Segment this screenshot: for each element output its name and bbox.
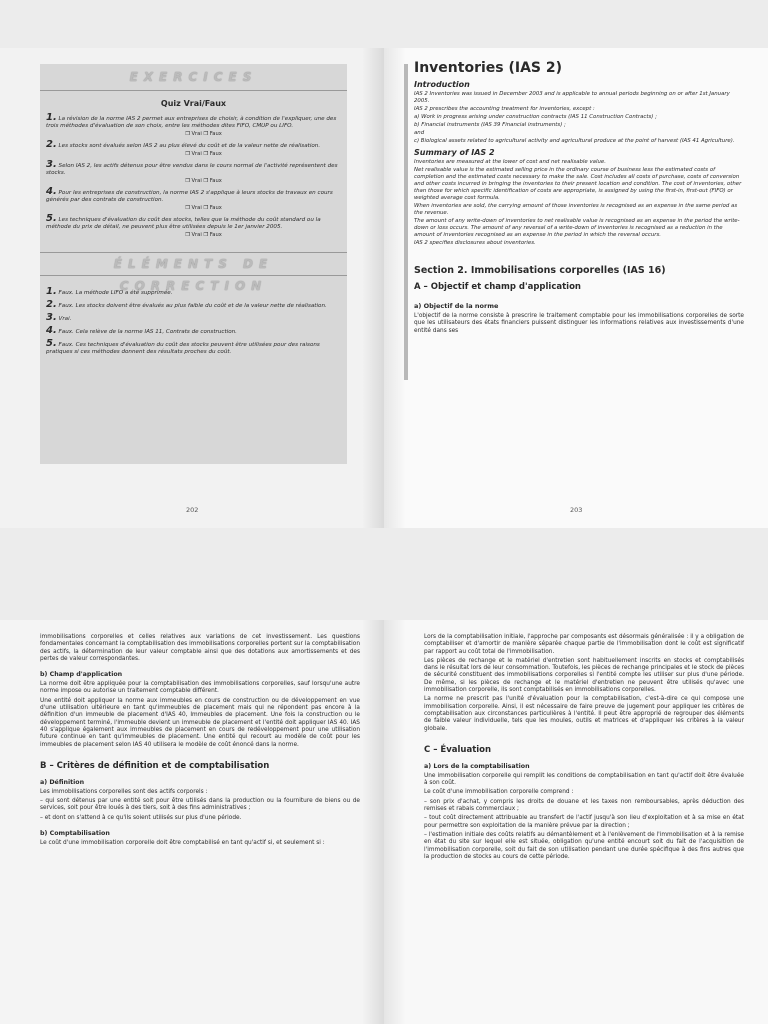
paragraph: – tout coût directement attribuable au transfert de l'actif jusqu'à son lieu d'exploitation et à sa mise en état pour permettre son exploitation de la manière prévue par la direction ; [424,815,744,829]
paragraph: La norme doit être appliquée pour la comptabilisation des immobilisations corporelles, sauf lorsqu'une autre norme impose ou autorise un traitement comptable différent. [40,681,360,695]
page-gutter-shadow [384,48,406,528]
paragraph: The amount of any write-down of inventories to net realisable value is recognised as an expense in the period the write-down or loss occurs. The amount of any reversal of a write-down of inventories is recognised as a reduction in the amount of inventories recognised as an expense in the period in which the reversal occurs. [414,218,740,238]
page-202 [0,48,384,528]
paragraph: Une immobilisation corporelle qui remplit les conditions de comptabilisation en tant qu'actif doit être évaluée à son coût. [424,772,744,787]
quiz-question: 5. Les techniques d'évaluation du coût des stocks, telles que la méthode du coût standard ou la méthode du prix de détail, ne peuvent plus être utilisées depuis le 1er janvier 2005. [46,213,321,230]
subsubsection-title: b) Champ d'application [40,671,123,679]
correction-list [40,288,347,356]
subsubsection-title: b) Comptabilisation [40,830,110,838]
page-number: 202 [186,506,199,514]
paragraph: Le coût d'une immobilisation corporelle doit être comptabilisé en tant qu'actif si, et seulement si : [40,840,325,847]
paragraph: When inventories are sold, the carrying amount of those inventories is recognised as an expense in the same period as the revenue. [414,203,738,216]
paragraph: and [414,130,425,136]
page-title: Inventories (IAS 2) [414,60,563,76]
vrai-faux-options: ❒ Vrai ❒ Faux [185,232,222,238]
page-203-content [414,60,744,337]
quiz-question: 2. Les stocks sont évalués selon IAS 2 au plus élevé du coût et de la valeur nette de réalisation. [46,139,321,150]
paragraph: Net realisable value is the estimated selling price in the ordinary course of business less the estimated costs of completion and the estimated costs necessary to make the sale. Cost includes all costs of purchase, costs of conversion and other costs incurred in bringing the inventories to their present location and condition. The cost of inventories, other than those for which specific identification of costs are appropriate, is assigned by using the first-in, first-out (FIFO) or weighted average cost formula. [414,167,742,201]
paragraph: – et dont on s'attend à ce qu'ils soient utilisés sur plus d'une période. [40,814,242,821]
page-number: 203 [570,506,583,514]
page-gutter-shadow [362,48,384,528]
page-gutter-shadow [362,620,384,1024]
paragraph: Lors de la comptabilisation initiale, l'approche par composants est désormais généralisée : il y a obligation de comptabiliser et d'amortir de manière séparée chaque partie de l'immobilisation dont le coût est significatif par rapport au coût total de l'immobilisation. [424,634,744,655]
page-gutter-shadow [384,620,406,1024]
subsection-title: A – Objectif et champ d'application [414,282,581,292]
paragraph: Le coût d'une immobilisation corporelle comprend : [424,789,574,796]
correction-item: 3. Vrai. [46,312,72,323]
paragraph: Une entité doit appliquer la norme aux immeubles en cours de construction ou de développement en vue d'une utilisation ultérieure en tant qu'immeubles de placement mais qui ne répondent pas encore à la définition d'un immeuble de placement d'IAS 40, Immeubles de placement. Une fois la construction ou le développement terminé, l'immeuble devient un immeuble de placement et l'entité doit appliquer IAS 40. IAS 40 s'applique également aux immeubles de placement en cours de redéveloppement pour une utilisation future continue en tant qu'immeubles de placement. Une entité qui recourt au modèle de coût pour les immeubles de placement selon IAS 40 utilisera le modèle de coût énoncé dans la norme. [40,697,360,748]
margin-bar [404,64,408,380]
page-204 [0,620,384,1024]
paragraph: Inventories are measured at the lower of cost and net realisable value. [414,159,606,165]
intro-heading: Introduction [414,80,470,89]
quiz-title: Quiz Vrai/Faux [160,99,227,108]
vrai-faux-options: ❒ Vrai ❒ Faux [185,131,222,137]
paragraph: IAS 2 Inventories was issued in December 2003 and is applicable to annual periods beginning on or after 1st January 2005. [414,91,730,104]
paragraph: Les pièces de rechange et le matériel d'entretien sont habituellement inscrits en stocks et comptabilisés dans le résultat lors de leur consommation. Toutefois, les pièces de rechange principales et le stock de pièces de sécurité constituent des immobilisations corporelles si l'entité compte les utiliser sur plus d'une période. De même, si les pièces de rechange et le matériel d'entretien ne peuvent être utilisés qu'avec une immobilisation corporelle, ils sont comptabilisés en immobilisations corporelles. [424,657,744,694]
paragraph: Les immobilisations corporelles sont des actifs corporels : [40,788,208,795]
summary-heading: Summary of IAS 2 [414,148,495,157]
page-204-content [40,634,360,849]
paragraph: La norme ne prescrit pas l'unité d'évaluation pour la comptabilisation, c'est-à-dire ce qui compose une immobilisation corporelle. Ainsi, il est nécessaire de faire preuve de jugement pour appliquer les critères de comptabilisation aux circonstances particulières à l'entité. Il peut être approprié de regrouper des éléments de faible valeur individuelle, tels que les moules, outils et matrices et d'appliquer les critères à la valeur globale. [424,696,744,732]
paragraph: a) Work in progress arising under construction contracts (IAS 11 Construction Contracts) ; [414,114,657,120]
paragraph: IAS 2 specifies disclosures about inventories. [414,240,536,246]
page-203 [384,48,768,528]
paragraph: – l'estimation initiale des coûts relatifs au démantèlement et à l'enlèvement de l'immobilisation et à la remise en état du site sur lequel elle est située, obligation qu'une entité encourt soit du fait de l'acquisition de l'immobilisation corporelle, soit du fait de son utilisation pendant une durée spécifique à des fins autres que la production de stocks au cours de cette période. [424,831,744,860]
vrai-faux-options: ❒ Vrai ❒ Faux [185,178,222,184]
vrai-faux-options: ❒ Vrai ❒ Faux [185,151,222,157]
page-205 [384,620,768,1024]
paragraph: c) Biological assets related to agricultural activity and agricultural produce at the point of harvest (IAS 41 Agriculture). [414,138,735,144]
paragraph: IAS 2 prescribes the accounting treatment for inventories, except : [414,106,595,112]
exercises-box [40,64,347,464]
subsubsection-title: a) Lors de la comptabilisation [424,762,530,770]
vrai-faux-options: ❒ Vrai ❒ Faux [185,205,222,211]
quiz-question: 3. Selon IAS 2, les actifs détenus pour être vendus dans le cours normal de l'activité représentent des stocks. [46,159,338,176]
paragraph: immobilisations corporelles et celles relatives aux variations de cet investissement. Les questions fondamentales concernant la comptabilisation des immobilisations corporelles portent sur la comptabilisation des actifs, la détermination de leur valeur comptable ainsi que des dotations aux amortissements et des pertes de valeur correspondantes. [40,634,360,662]
section-title: Section 2. Immobilisations corporelles (IAS 16) [414,265,666,276]
subsection-title: C – Évaluation [424,744,492,755]
paragraph: – qui sont détenus par une entité soit pour être utilisés dans la production ou la fourniture de biens ou de services, soit pour être loués à des tiers, soit à des fins administratives ; [40,798,360,812]
paragraph: b) Financial instruments (IAS 39 Financial instruments) ; [414,122,566,128]
correction-item: 1. Faux. La méthode LIFO a été supprimée. [46,286,173,297]
quiz-question: 1. La révision de la norme IAS 2 permet aux entreprises de choisir, à condition de l'expliquer, une des trois méthodes d'évaluation de son choix, entre les méthodes dites FIFO, CMUP ou LIFO. [46,112,337,129]
correction-item: 2. Faux. Les stocks doivent être évalués au plus faible du coût et de la valeur nette de réalisation. [46,299,327,310]
correction-item: 4. Faux. Cela relève de la norme IAS 11, Contrats de construction. [46,325,237,336]
subsubsection-title: a) Définition [40,778,85,786]
subsubsection-title: a) Objectif de la norme [414,302,499,310]
subsection-title: B – Critères de définition et de comptabilisation [40,760,270,771]
correction-item: 5. Faux. Ces techniques d'évaluation du coût des stocks peuvent être utilisées pour des raisons pratiques si ces méthodes donnent des résultats proches du coût. [46,338,320,355]
paragraph: L'objectif de la norme consiste à prescrire le traitement comptable pour les immobilisations corporelles de sorte que les utilisateurs des états financiers puissent distinguer les informations relatives aux investissements d'une entité dans ses [414,313,744,334]
paragraph: – son prix d'achat, y compris les droits de douane et les taxes non remboursables, après déduction des remises et rabais commerciaux ; [424,798,744,813]
correction-heading: ÉLÉMENTS DE CORRECTION [40,252,347,276]
page-205-content [424,634,744,863]
quiz-question: 4. Pour les entreprises de construction, la norme IAS 2 s'applique à leurs stocks de travaux en cours générés par des contrats de construction. [46,186,333,203]
exercises-heading: EXERCICES [40,64,347,91]
